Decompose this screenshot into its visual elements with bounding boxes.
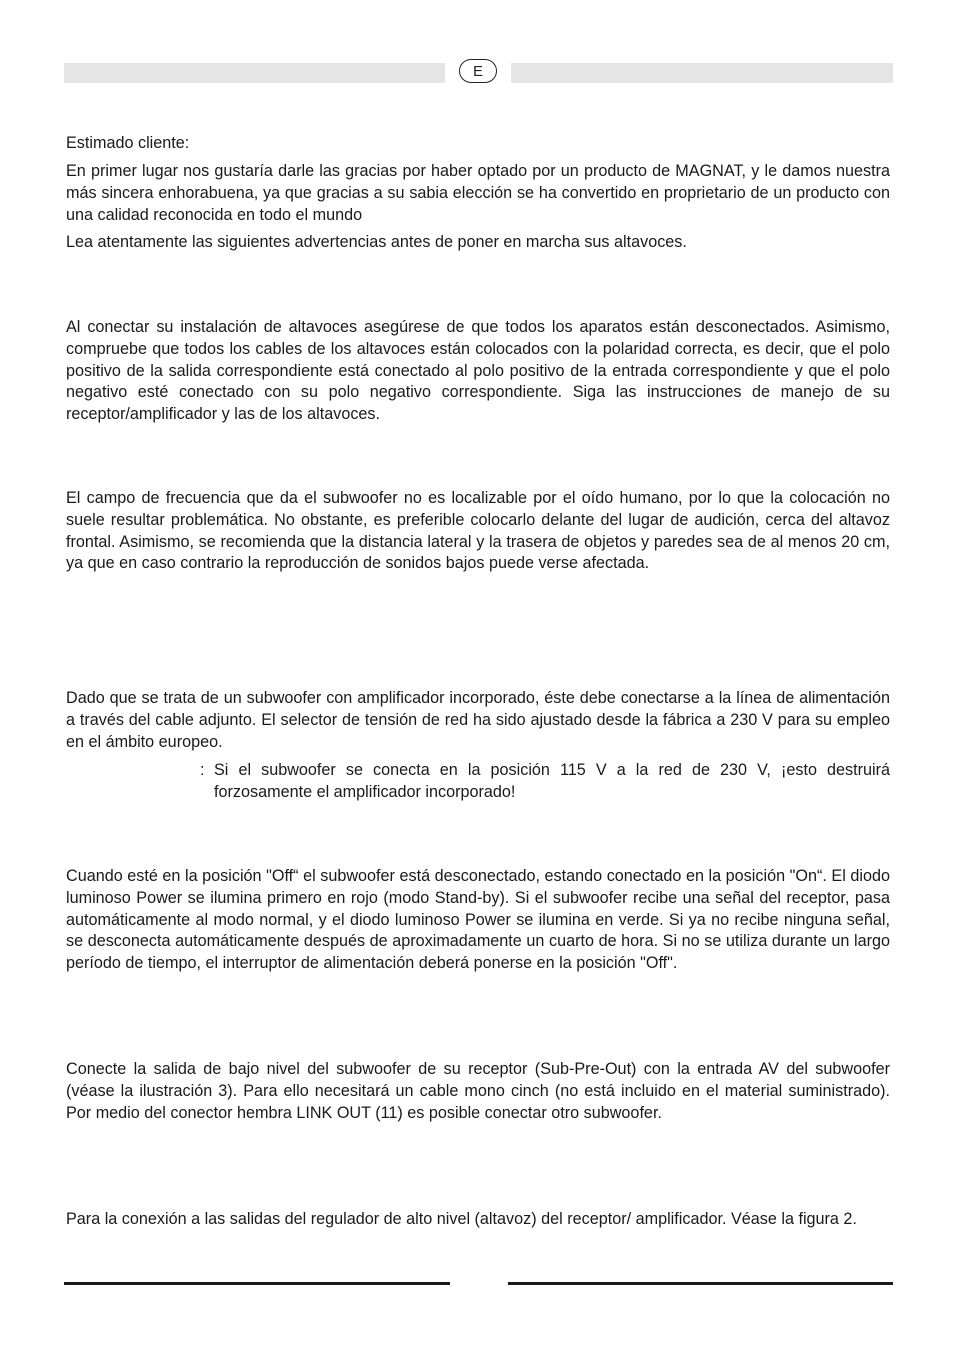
warning-text: Si el subwoofer se conecta en la posición 115 V a la red de 230 V, ¡esto destruirá forzosamente el amplificador incorporado! — [214, 761, 890, 801]
greeting: Estimado cliente: — [66, 134, 190, 152]
language-badge: E — [459, 59, 497, 83]
low-level-paragraph: Conecte la salida de bajo nivel del subwoofer de su receptor (Sub-Pre-Out) con la entrada AV del subwoofer (véase la ilustración 3). Para ello necesitará un cable mono cinch (no está incluido en el material suministrado). Por medio del conector hembra LINK OUT (11) es posible conectar otro subwoofer. — [66, 1060, 890, 1122]
header-bar-left — [64, 63, 445, 83]
high-level-paragraph: Para la conexión a las salidas del regulador de alto nivel (altavoz) del receptor/ amplificador. Véase la figura 2. — [66, 1210, 857, 1228]
header-bar-right — [511, 63, 893, 83]
intro-paragraph: En primer lugar nos gustaría darle las gracias por haber optado por un producto de MAGNAT, y le damos nuestra más sincera enhorabuena, ya que gracias a su sabia elección se ha convertido en proprietario de un producto con una calidad reconocida en todo el mundo — [66, 162, 890, 224]
read-notice: Lea atentamente las siguientes advertencias antes de poner en marcha sus altavoces. — [66, 233, 687, 251]
power-paragraph: Dado que se trata de un subwoofer con amplificador incorporado, éste debe conectarse a la línea de alimentación a través del cable adjunto. El selector de tensión de red ha sido ajustado desde la fábrica a 230 V para su empleo en el ámbito europeo. — [66, 689, 890, 751]
footer-rule-left — [64, 1282, 450, 1285]
warning-colon: : — [200, 761, 205, 779]
voltage-warning — [200, 760, 890, 804]
connection-paragraph: Al conectar su instalación de altavoces asegúrese de que todos los aparatos están desconectados. Asimismo, compruebe que todos los cables de los altavoces están colocados con la polaridad correcta, es decir, que el polo positivo de la salida correspondiente está conectado al polo positivo de la entrada correspondiente y que el polo negativo esté conectado con su polo negativo correspondiente. Siga las instrucciones de manejo de su receptor/amplificador y las de los altavoces. — [66, 318, 890, 424]
switch-paragraph: Cuando esté en la posición "Off“ el subwoofer está desconectado, estando conectado en la posición "On“. El diodo luminoso Power se ilumina primero en rojo (modo Stand-by). Si el subwoofer recibe una señal del receptor, pasa automáticamente al modo normal, y el diodo luminoso Power se ilumina en verde. Si ya no recibe ninguna señal, se desconecta automáticamente después de aproximadamente un cuarto de hora. Si no se utiliza durante un largo período de tiempo, el interruptor de alimentación deberá ponerse en la posición "Off". — [66, 867, 890, 973]
footer-rule-right — [508, 1282, 893, 1285]
placement-paragraph: El campo de frecuencia que da el subwoofer no es localizable por el oído humano, por lo que la colocación no suele resultar problemática. No obstante, es preferible colocarlo delante del lugar de audición, cerca del altavoz frontal. Asimismo, se recomienda que la distancia lateral y la trasera de objetos y paredes sea de al menos 20 cm, ya que en caso contrario la reproducción de sonidos bajos puede verse afectada. — [66, 489, 890, 573]
